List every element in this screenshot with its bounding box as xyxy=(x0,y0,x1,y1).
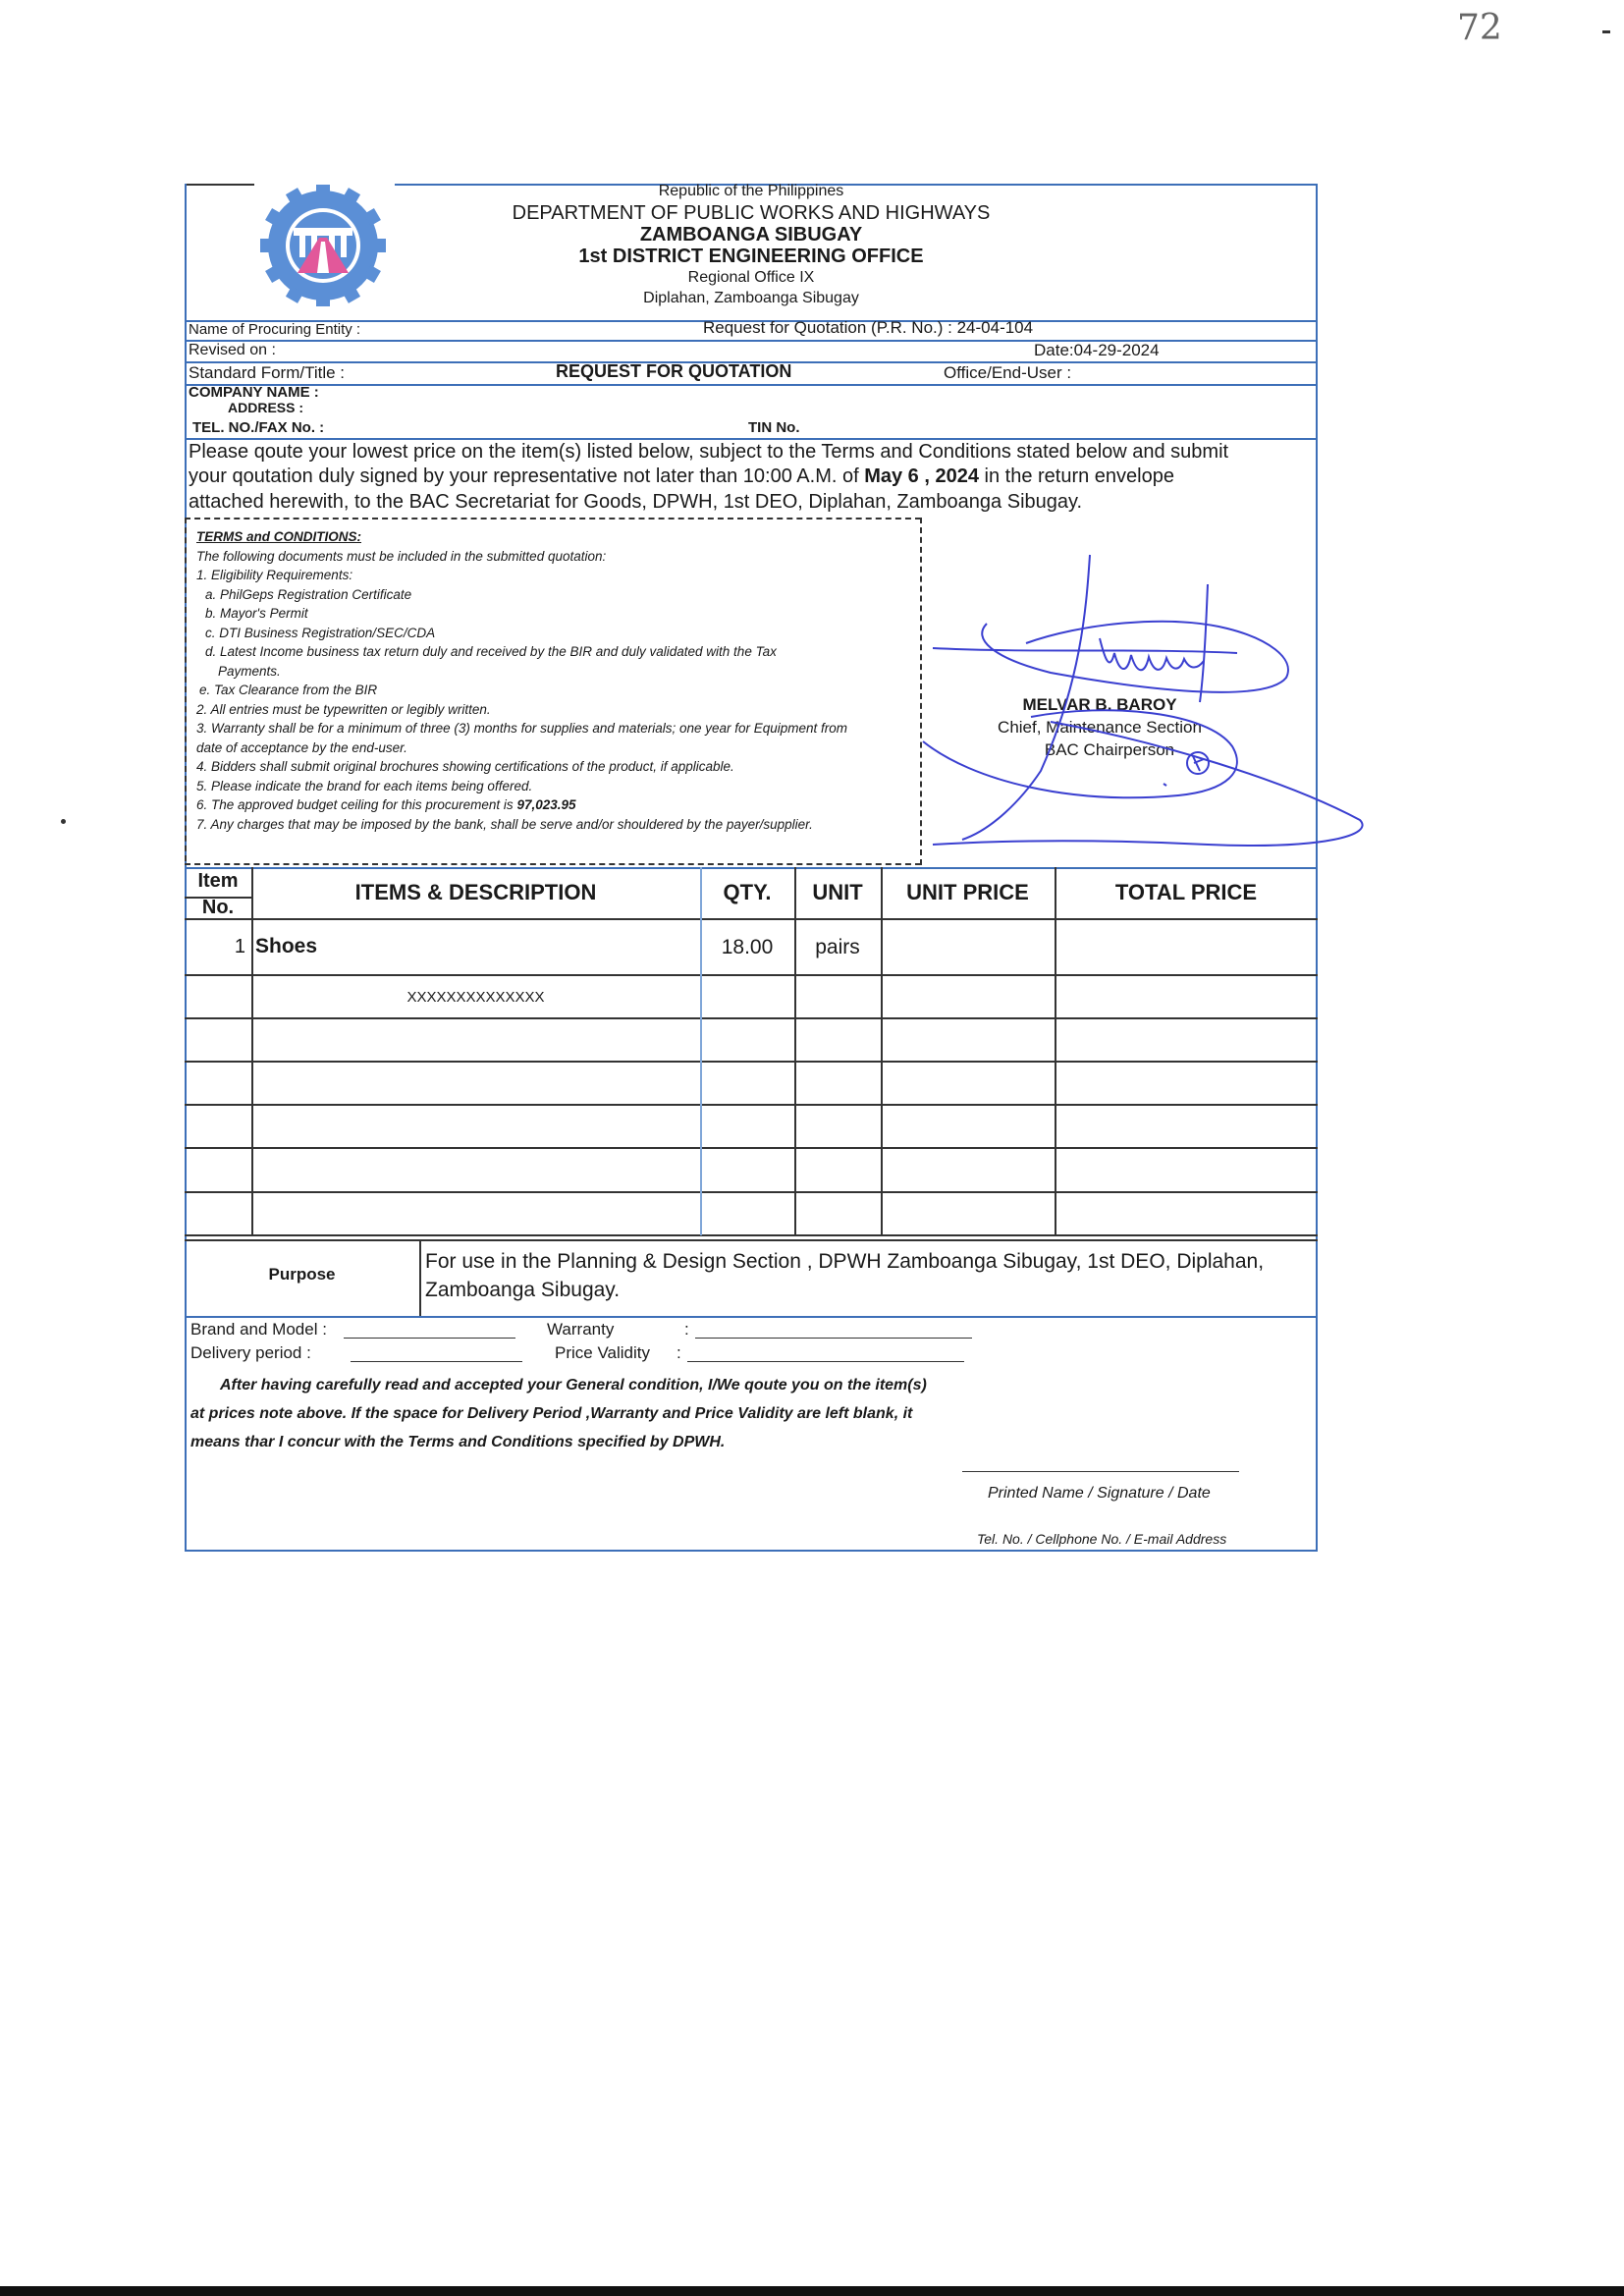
form-title-label: Standard Form/Title : xyxy=(189,363,346,382)
terms-intro: The following documents must be included in the submitted quotation: xyxy=(196,548,607,564)
address-label: ADDRESS : xyxy=(228,400,304,415)
tel-fax-label: TEL. NO./FAX No. : xyxy=(192,419,325,436)
terms-box-top xyxy=(185,518,921,519)
terms-line: a. PhilGeps Registration Certificate xyxy=(205,586,412,602)
terms-box-left xyxy=(185,518,187,861)
purpose-label: Purpose xyxy=(268,1265,336,1284)
header-unit: UNIT xyxy=(812,880,863,904)
scan-edge xyxy=(0,2286,1624,2296)
terms-line: b. Mayor's Permit xyxy=(205,606,308,621)
table-row-line xyxy=(185,1017,1318,1019)
terms-line: 4. Bidders shall submit original brochures showing certifications of the product, if applicable. xyxy=(196,759,734,774)
terms-line: 5. Please indicate the brand for each items being offered. xyxy=(196,778,533,793)
header-office: 1st DISTRICT ENGINEERING OFFICE xyxy=(578,246,924,267)
purpose-line-2: Zamboanga Sibugay. xyxy=(425,1279,621,1301)
header-total-price: TOTAL PRICE xyxy=(1114,880,1258,904)
header-location: Diplahan, Zamboanga Sibugay xyxy=(643,290,859,306)
frame-bottom xyxy=(185,1550,1318,1552)
rfq-date: Date:04-29-2024 xyxy=(1034,341,1160,359)
form-title: REQUEST FOR QUOTATION xyxy=(556,361,792,381)
instruction-line-2-end: in the return envelope xyxy=(978,465,1174,487)
list-terminator: XXXXXXXXXXXXXX xyxy=(406,989,545,1006)
rfq-number: Request for Quotation (P.R. No.) : 24-04-104 xyxy=(703,318,1034,337)
terms-title: TERMS and CONDITIONS: xyxy=(196,529,361,544)
delivery-period-line[interactable] xyxy=(351,1361,522,1362)
header-province: ZAMBOANGA SIBUGAY xyxy=(639,224,863,246)
divider xyxy=(185,438,1318,440)
brand-model-label: Brand and Model : xyxy=(190,1320,327,1339)
terms-line: 2. All entries must be typewritten or legibly written. xyxy=(196,701,491,717)
table-row-line xyxy=(185,1191,1318,1193)
item-number: 1 xyxy=(234,936,245,957)
purpose-line-1: For use in the Planning & Design Section , DPWH Zamboanga Sibugay, 1st DEO, Diplahan, xyxy=(425,1250,1265,1273)
price-validity-colon: : xyxy=(677,1343,681,1362)
abc-label: 6. The approved budget ceiling for this procurement is xyxy=(196,797,517,812)
table-bottom xyxy=(185,1234,1318,1236)
table-header-bottom xyxy=(185,918,1318,920)
terms-line: e. Tax Clearance from the BIR xyxy=(199,683,378,697)
terms-line xyxy=(196,795,847,815)
scan-mark xyxy=(1602,30,1610,33)
purpose-top xyxy=(185,1239,1318,1241)
signatory-name: MELVAR B. BAROY xyxy=(1022,695,1177,714)
tin-label: TIN No. xyxy=(748,419,800,436)
terms-line: 7. Any charges that may be imposed by the bank, shall be serve and/or shouldered by the payer/supplier. xyxy=(196,816,813,832)
instruction-line-1: Please qoute your lowest price on the item(s) listed below, subject to the Terms and Conditions stated below and submit xyxy=(189,441,1229,463)
divider xyxy=(185,384,1318,386)
col-divider xyxy=(794,867,796,1235)
instruction-line-2-text: your qoutation duly signed by your representative not later than 10:00 A.M. of xyxy=(189,465,865,487)
header-description: ITEMS & DESCRIPTION xyxy=(354,880,597,904)
signature-line[interactable] xyxy=(962,1471,1239,1472)
table-row-line xyxy=(185,974,1318,976)
dpwh-logo xyxy=(253,185,393,306)
terms-conditions xyxy=(196,527,847,834)
approved-budget-ceiling: 97,023.95 xyxy=(516,797,576,812)
purpose-bottom xyxy=(185,1316,1318,1318)
office-end-user-label: Office/End-User : xyxy=(944,363,1072,382)
warranty-colon: : xyxy=(684,1320,689,1339)
terms-line: 3. Warranty shall be for a minimum of three (3) months for supplies and materials; one year for Equipment from xyxy=(196,721,848,736)
submission-deadline: May 6 , 2024 xyxy=(864,465,979,487)
scan-dot xyxy=(61,819,66,824)
table-row-line xyxy=(185,1147,1318,1149)
price-validity-label: Price Validity xyxy=(555,1343,650,1362)
col-divider xyxy=(1055,867,1056,1235)
signatory-role: BAC Chairperson xyxy=(1044,740,1175,759)
header-region: Regional Office IX xyxy=(687,269,815,286)
purpose-divider xyxy=(419,1239,421,1316)
brand-model-line[interactable] xyxy=(344,1338,515,1339)
price-validity-line[interactable] xyxy=(687,1361,964,1362)
item-unit: pairs xyxy=(815,936,860,958)
terms-line: c. DTI Business Registration/SEC/CDA xyxy=(205,625,436,640)
header-department: DEPARTMENT OF PUBLIC WORKS AND HIGHWAYS xyxy=(512,202,991,224)
company-name-label: COMPANY NAME : xyxy=(189,384,319,401)
terms-line: d. Latest Income business tax return duly and received by the BIR and duly validated with the Tax xyxy=(205,644,777,659)
item-qty: 18.00 xyxy=(721,936,774,958)
revised-on-label: Revised on : xyxy=(189,342,276,358)
delivery-period-label: Delivery period : xyxy=(190,1343,311,1362)
procuring-entity-label: Name of Procuring Entity : xyxy=(189,321,361,338)
instruction-line-3: attached herewith, to the BAC Secretariat for Goods, DPWH, 1st DEO, Diplahan, Zamboanga Sibugay. xyxy=(189,491,1083,513)
header-republic: Republic of the Philippines xyxy=(658,183,844,199)
table-row-line xyxy=(185,1061,1318,1063)
col-divider xyxy=(251,867,253,1235)
signature-caption: Printed Name / Signature / Date xyxy=(988,1485,1211,1502)
warranty-line[interactable] xyxy=(695,1338,972,1339)
frame-top-left xyxy=(185,184,254,186)
supplier-statement-2: at prices note above. If the space for Delivery Period ,Warranty and Price Validity are left blank, it xyxy=(190,1405,913,1422)
terms-line: 1. Eligibility Requirements: xyxy=(196,568,353,582)
handwritten-signature xyxy=(913,545,1365,859)
col-divider xyxy=(881,867,883,1235)
instruction-line-2 xyxy=(189,465,1174,488)
header-item: Item xyxy=(197,870,239,892)
terms-line: Payments. xyxy=(218,663,281,679)
header-no: No. xyxy=(201,897,235,918)
header-qty: QTY. xyxy=(723,880,772,904)
signatory-position: Chief, Maintenance Section xyxy=(998,718,1202,737)
warranty-label: Warranty xyxy=(547,1320,615,1339)
col-divider xyxy=(700,867,702,1235)
header-unit-price: UNIT PRICE xyxy=(906,880,1029,904)
supplier-statement-1: After having carefully read and accepted your General condition, I/We qoute you on the item(s) xyxy=(220,1377,927,1394)
terms-box-bottom xyxy=(185,863,921,865)
contact-caption: Tel. No. / Cellphone No. / E-mail Address xyxy=(977,1531,1227,1547)
supplier-statement-3: means thar I concur with the Terms and Conditions specified by DPWH. xyxy=(190,1434,726,1450)
terms-line: date of acceptance by the end-user. xyxy=(196,739,407,755)
page-number-mark: 72 xyxy=(1457,8,1502,48)
table-row-line xyxy=(185,1104,1318,1106)
item-description: Shoes xyxy=(255,935,318,957)
table-top xyxy=(185,867,1318,869)
